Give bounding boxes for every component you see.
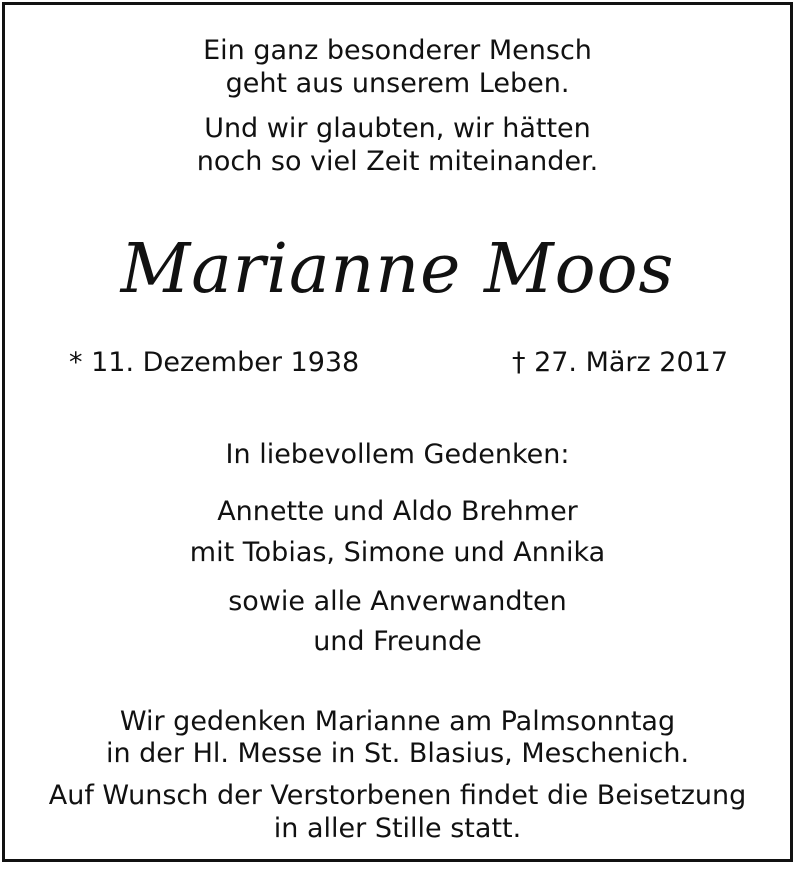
motto-line-3: Und wir glaubten, wir hätten [204,113,591,144]
obituary-frame [2,2,793,862]
deceased-name: Marianne Moos [120,230,675,309]
motto-line-4: noch so viel Zeit miteinander. [196,146,599,177]
mourner-line-4: und Freunde [313,626,482,657]
birth-date: * 11. Dezember 1938 [69,347,360,378]
motto-line-2: geht aus unserem Leben. [225,68,570,99]
notice-line-4: in aller Stille statt. [273,813,522,844]
mourner-line-1: Annette und Aldo Brehmer [217,496,578,527]
mourner-line-3: sowie alle Anverwandten [228,586,567,617]
notice-line-3: Auf Wunsch der Verstorbenen findet die Beisetzung [48,780,747,811]
memorial-intro: In liebevollem Gedenken: [225,439,570,470]
notice-line-1: Wir gedenken Marianne am Palmsonntag [119,706,676,737]
notice-line-2: in der Hl. Messe in St. Blasius, Meschenich. [105,738,690,769]
motto-line-1: Ein ganz besonderer Mensch [203,35,592,66]
mourner-line-2: mit Tobias, Simone und Annika [189,537,606,568]
death-date: † 27. März 2017 [511,347,728,378]
